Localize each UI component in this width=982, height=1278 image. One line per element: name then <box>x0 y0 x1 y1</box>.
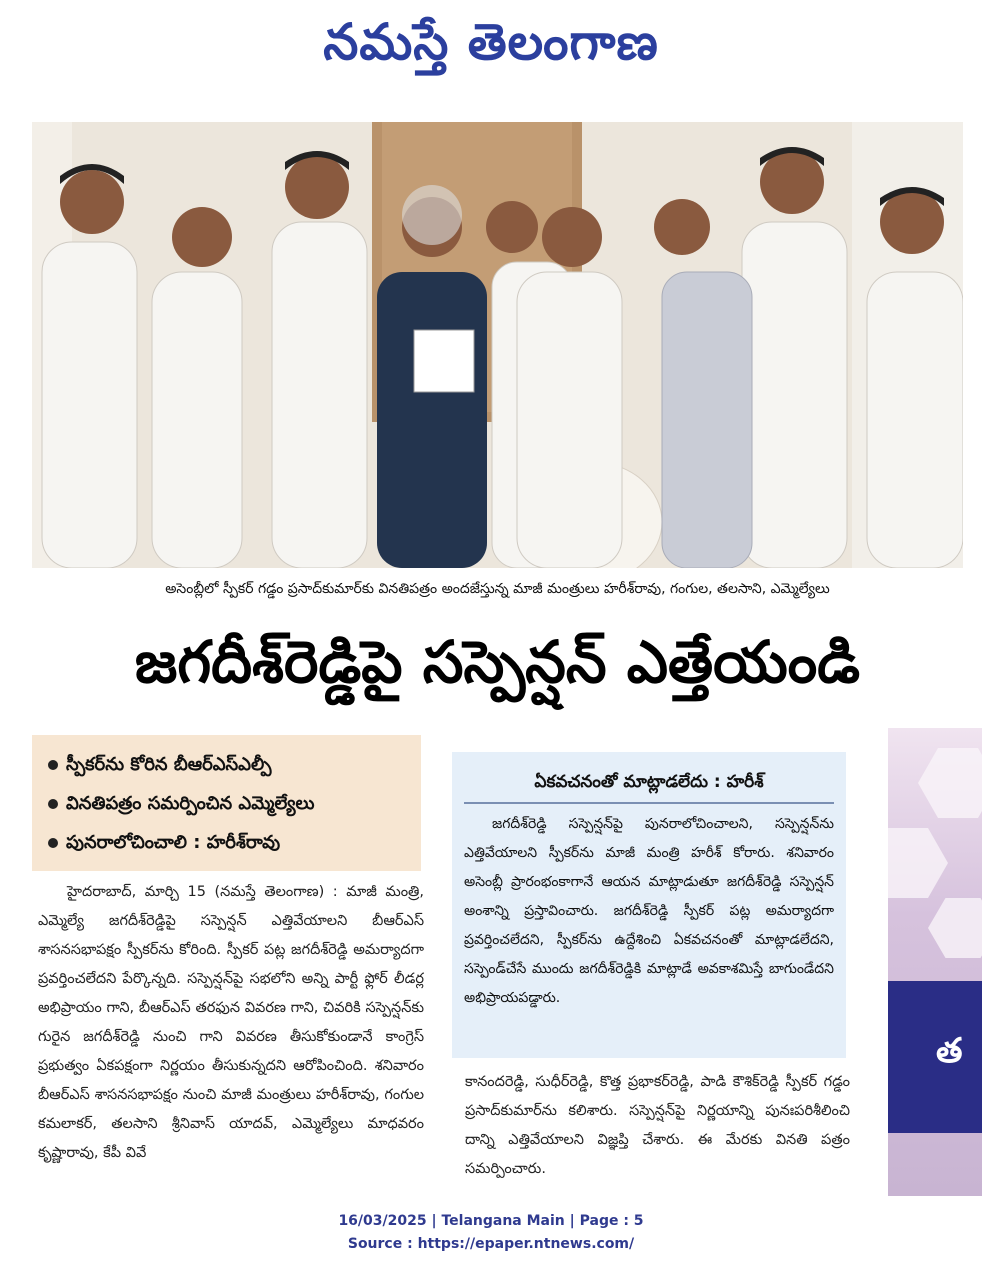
highlight-item: పునరాలోచించాలి : హరీశ్‌రావు <box>48 823 405 862</box>
sidebar-box <box>452 752 846 1058</box>
hexagon-shape <box>928 898 982 958</box>
ad-text: త <box>936 1031 963 1071</box>
bullet-icon <box>48 838 58 848</box>
footer-date-page: 16/03/2025 | Telangana Main | Page : 5 <box>338 1213 644 1229</box>
hexagon-shape <box>888 828 948 898</box>
news-photo <box>32 122 963 568</box>
ad-banner <box>888 981 982 1133</box>
footer-source: Source : https://epaper.ntnews.com/ <box>347 1236 635 1252</box>
sidebar-title: ఏకవచనంతో మాట్లాడలేదు : హరీశ్ <box>464 762 834 804</box>
article-body-1: హైదరాబాద్, మార్చి 15 (నమస్తే తెలంగాణ) : మాజీ మంత్రి, ఎమ్మెల్యే జగదీశ్‌రెడ్డిపై సస్పెన్షన్ ఎత్తివేయాలని బీఆర్‌ఎస్ శాసనసభాపక్షం స్పీకర్‌ను కోరింది. స్పీకర్ పట్ల జగదీశ్‌రెడ్డి అమర్యాదగా ప్రవర్తించలేదని పేర్కొన్నది. సస్పెన్షన్‌పై సభలోని అన్ని పార్టీ ఫ్లోర్ లీడర్ల అభిప్రాయం గాని, బీఆర్‌ఎస్ తరఫున వివరణ గాని, చివరికి సస్పెన్షన్‌కు గురైన జగదీశ్‌రెడ్డి నుంచి గాని వివరణ తీసుకోకుండానే కాంగ్రెస్ ప్రభుత్వం ఏకపక్షంగా నిర్ణయం తీసుకున్నదని ఆరోపించింది. శనివారం బీఆర్‌ఎస్ శాసనసభాపక్షం నుంచి మాజీ మంత్రులు హరీశ్‌రావు, గంగుల కమలాకర్, తలసాని శ్రీనివాస్ యాదవ్, ఎమ్మెల్యేలు మాధవరం కృష్ణారావు, కేపీ వివే <box>38 884 424 1161</box>
sidebar-body: జగదీశ్‌రెడ్డి సస్పెన్షన్‌పై పునరాలోచించాలని, సస్పెన్షన్‌ను ఎత్తివేయాలని స్పీకర్‌ను మాజీ మంత్రి హరీశ్ కోరారు. శనివారం అసెంబ్లీ ప్రారంభంకాగానే ఆయన మాట్లాడుతూ జగదీశ్‌రెడ్డి సస్పెన్షన్ అంశాన్ని ప్రస్తావించారు. జగదీశ్‌రెడ్డి స్పీకర్ పట్ల అమర్యాదగా ప్రవర్తించలేదని, స్పీకర్‌ను ఉద్దేశించి ఏకవచనంతో మాట్లాడలేదని, సస్పెండ్‌చేసే ముందు జగదీశ్‌రెడ్డికి మాట్లాడే అవకాశమిస్తే బాగుండేదని అభిప్రాయపడ్డారు. <box>464 816 834 1006</box>
article-column-1 <box>38 878 424 1168</box>
highlight-item: స్పీకర్‌ను కోరిన బీఆర్‌ఎస్‌ఎల్పీ <box>48 745 405 784</box>
article-column-2 <box>465 1068 850 1184</box>
hexagon-shape <box>918 748 982 818</box>
highlights-box <box>32 735 421 871</box>
bullet-icon <box>48 799 58 809</box>
photo-illustration <box>32 122 963 568</box>
article-body-2: కానందరెడ్డి, సుధీర్‌రెడ్డి, కొత్త ప్రభాకర్‌రెడ్డి, పాడి కౌశిక్‌రెడ్డి స్పీకర్ గడ్డం ప్రసాద్‌కుమార్‌ను కలిశారు. సస్పెన్షన్‌పై నిర్ణయాన్ని పునఃపరిశీలించి దాన్ని ఎత్తివేయాలని విజ్ఞప్తి చేశారు. ఈ మేరకు వినతి పత్రం సమర్పించారు. <box>465 1074 850 1177</box>
highlight-item: వినతిపత్రం సమర్పించిన ఎమ్మెల్యేలు <box>48 784 405 823</box>
advertisement-strip <box>888 728 982 1196</box>
photo-caption: అసెంబ్లీలో స్పీకర్ గడ్డం ప్రసాద్‌కుమార్‌కు వినతిపత్రం అందజేస్తున్న మాజీ మంత్రులు హరీశ్‌రావు, గంగుల, తలసాని, ఎమ్మెల్యేలు <box>165 581 830 597</box>
headline: జగదీశ్‌రెడ్డిపై సస్పెన్షన్ ఎత్తేయండి <box>134 628 861 696</box>
masthead-logo: నమస్తే తెలంగాణ <box>323 12 659 71</box>
bullet-icon <box>48 760 58 770</box>
